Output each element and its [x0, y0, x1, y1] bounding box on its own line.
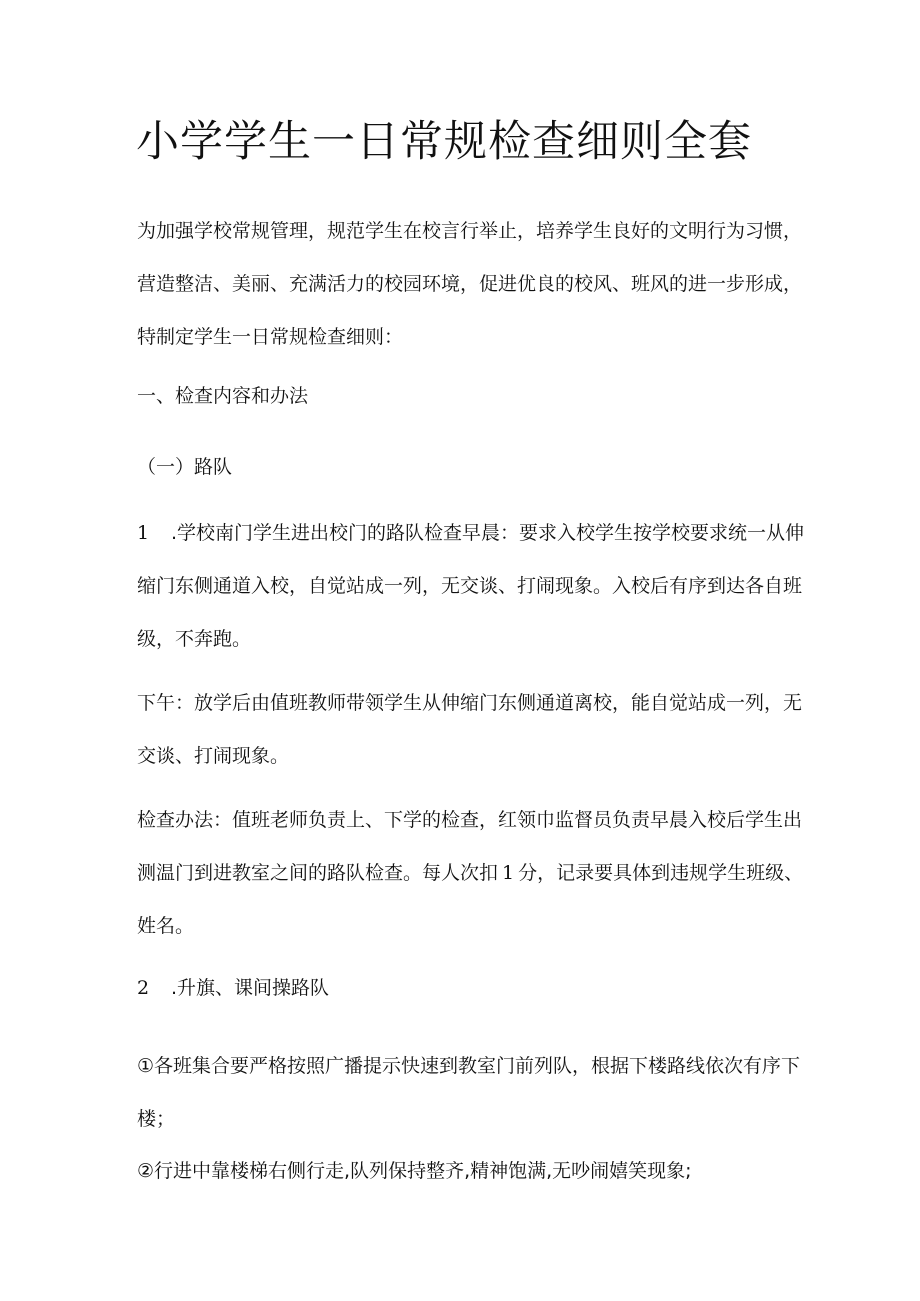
method-line-3: 姓名。 — [137, 915, 195, 937]
item-1-number: 1 — [137, 522, 150, 544]
method-line-1: 检查办法：值班老师负责上、下学的检查，红领巾监督员负责早晨入校后学生出 — [137, 809, 803, 831]
section-heading-text: 一、检查内容和办法 — [137, 385, 309, 407]
afternoon-paragraph — [137, 677, 803, 783]
rule-1-paragraph — [137, 1040, 801, 1146]
rule-1-line-2: 楼； — [137, 1108, 176, 1130]
item-2-number: 2 — [137, 977, 150, 999]
afternoon-line-1: 下午：放学后由值班教师带领学生从伸缩门东侧通道离校，能自觉站成一列，无 — [137, 692, 803, 714]
item-1-line-1 — [137, 507, 805, 560]
section-heading-1 — [137, 370, 797, 423]
rule-2-line: ②行进中靠楼梯右侧行走,队列保持整齐,精神饱满,无吵闹嬉笑现象; — [137, 1160, 692, 1182]
intro-line-3: 特制定学生一日常规检查细则： — [137, 326, 404, 348]
document-title: 小学学生一日常规检查细则全套 — [136, 117, 752, 167]
method-line-2-b: 分，记录要具体到违规学生班级、 — [518, 862, 804, 884]
subsection-heading-text: （一）路队 — [137, 456, 233, 478]
item-2-heading — [137, 962, 797, 1015]
item-2-text: .升旗、课间操路队 — [171, 977, 330, 999]
rule-2-paragraph — [137, 1145, 797, 1198]
rule-1-line-1: ①各班集合要严格按照广播提示快速到教室门前列队，根据下楼路线依次有序下 — [137, 1055, 801, 1077]
intro-line-2: 营造整洁、美丽、充满活力的校园环境，促进优良的校风、班风的进一步形成， — [137, 273, 803, 295]
method-line-2-a: 测温门到进教室之间的路队检查。每人次扣 — [137, 862, 499, 884]
deduction-number: 1 — [502, 862, 515, 884]
item-1-paragraph — [137, 507, 805, 666]
item-1-line-1-text: .学校南门学生进出校门的路队检查早晨：要求入校学生按学校要求统一从伸 — [171, 522, 805, 544]
method-paragraph — [137, 794, 804, 953]
subsection-heading-1 — [137, 441, 797, 494]
item-1-line-3: 级，不奔跑。 — [137, 628, 252, 650]
afternoon-line-2: 交谈、打闹现象。 — [137, 745, 290, 767]
method-line-2 — [137, 847, 804, 900]
item-1-line-2: 缩门东侧通道入校，自觉站成一列，无交谈、打闹现象。入校后有序到达各自班 — [137, 575, 803, 597]
item-2-line — [137, 962, 797, 1015]
intro-line-1: 为加强学校常规管理，规范学生在校言行举止，培养学生良好的文明行为习惯， — [137, 220, 803, 242]
intro-paragraph — [137, 205, 803, 364]
